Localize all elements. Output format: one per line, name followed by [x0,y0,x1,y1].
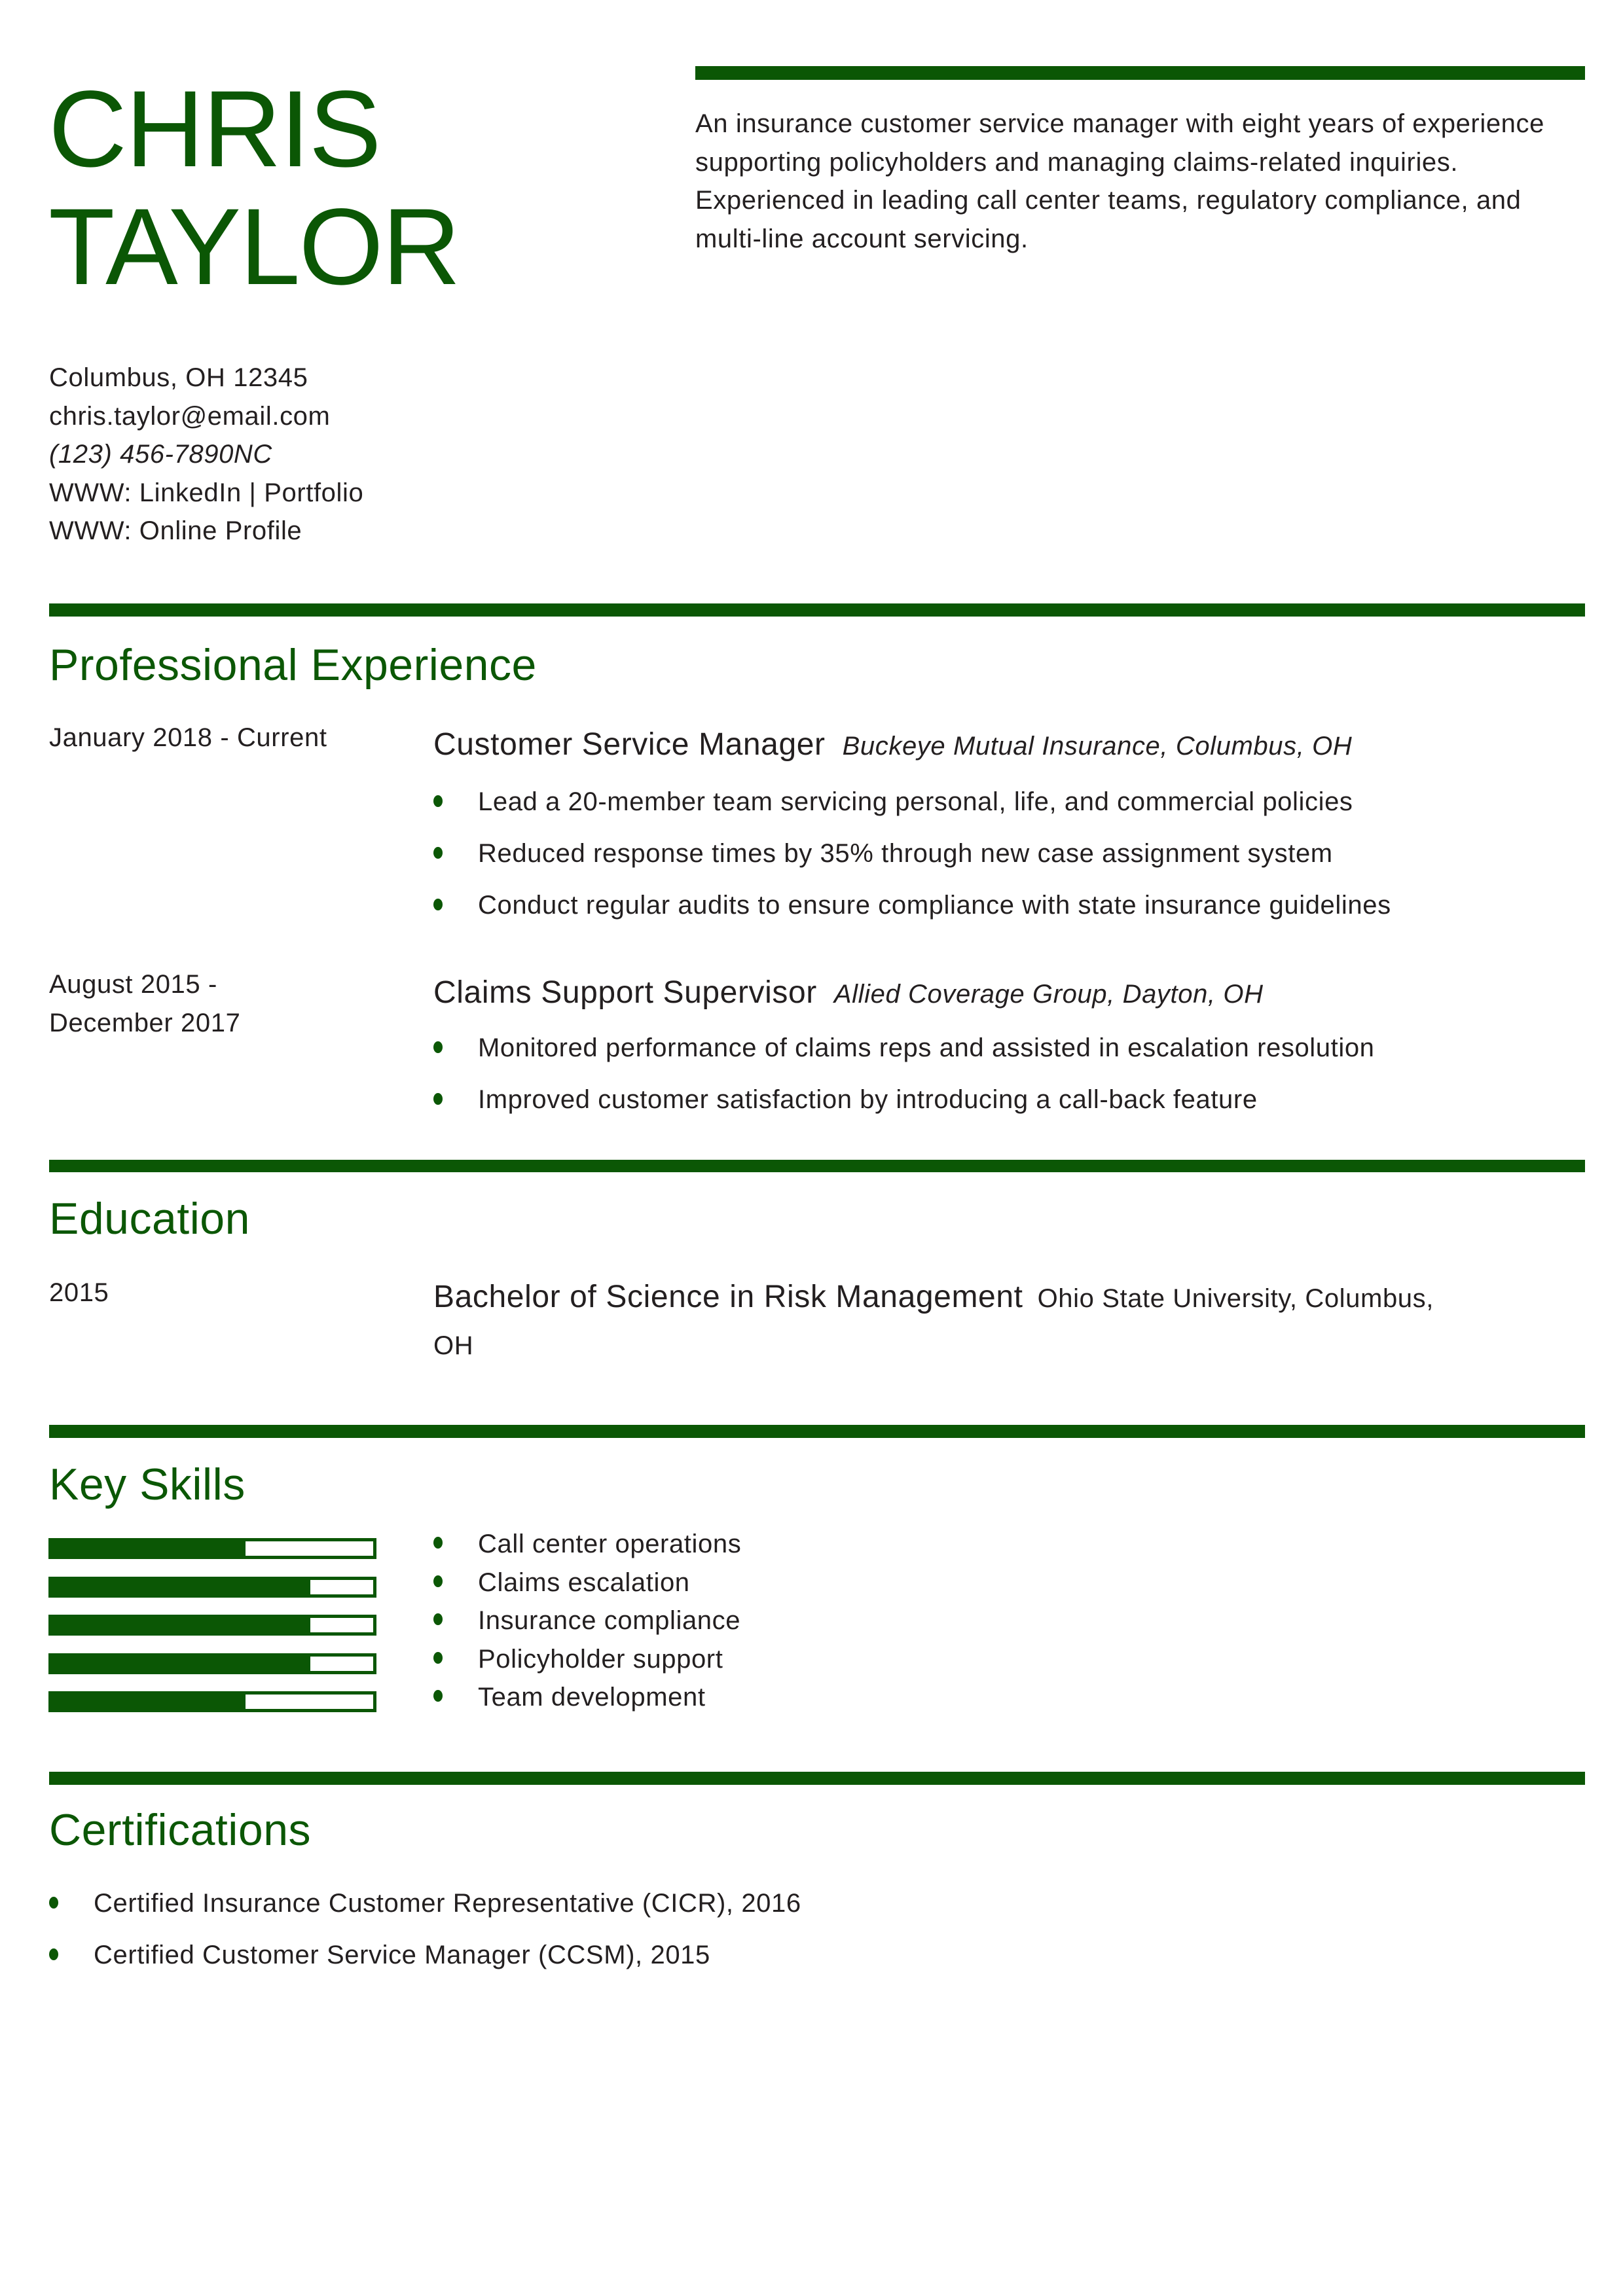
job-2-header [433,973,1264,1014]
contact-links-online-profile[interactable]: WWW: Online Profile [49,516,302,546]
list-item: Call center operations [433,1525,741,1564]
education-year: 2015 [49,1278,109,1307]
bullet-icon [433,1690,443,1702]
skill-level-bars [48,1538,376,1730]
list-item: Insurance compliance [433,1602,741,1640]
bullet-icon [49,1948,58,1960]
bullet-icon [433,1537,443,1549]
bullet-icon [433,899,443,910]
job-2-company: Allied Coverage Group, Dayton, OH [833,980,1264,1009]
contact-email[interactable]: chris.taylor@email.com [49,401,331,431]
job-1-dates: January 2018 - Current [49,723,327,752]
profile-summary: An insurance customer service manager with eight years of experience supporting policyholders and managing claims-related inquiries. Experienced in leading call center teams, regulatory compliance, and multi-line account servicing. [695,109,1544,253]
skill-bar-insurance-compliance [48,1615,376,1636]
job-1-title: Customer Service Manager [433,727,826,762]
list-item: Certified Customer Service Manager (CCSM), 2015 [49,1935,801,1987]
job-2-bullets [433,1028,1375,1132]
section-divider-experience [49,603,1585,617]
list-item: Certified Insurance Customer Representative (CICR), 2016 [49,1884,801,1935]
first-name: CHRIS [48,69,380,190]
skill-bar-policyholder-support [48,1653,376,1674]
list-item: Improved customer satisfaction by introducing a call-back feature [433,1080,1375,1132]
contact-info [49,359,363,550]
section-heading-education: Education [49,1194,250,1244]
job-2-title: Claims Support Supervisor [433,975,817,1010]
section-divider-education [49,1160,1585,1172]
bullet-icon [433,1041,443,1053]
section-heading-skills: Key Skills [49,1460,246,1509]
list-item: Lead a 20-member team servicing personal, life, and commercial policies [433,782,1391,834]
section-heading-experience: Professional Experience [49,640,537,690]
list-item: Reduced response times by 35% through new case assignment system [433,834,1391,886]
education-school: Ohio State University, Columbus, OH [433,1284,1434,1360]
job-1-company: Buckeye Mutual Insurance, Columbus, OH [842,732,1353,761]
skill-bar-call-center [48,1538,376,1559]
bullet-icon [49,1897,58,1909]
bullet-icon [433,1652,443,1664]
job-1-header [433,725,1352,766]
section-heading-certifications: Certifications [49,1805,312,1855]
bullet-icon [433,1093,443,1105]
contact-links-linkedin-portfolio[interactable]: WWW: LinkedIn | Portfolio [49,478,364,507]
education-entry [433,1274,1468,1369]
job-2-dates: August 2015 - December 2017 [49,970,241,1037]
contact-phone: (123) 456-7890NC [49,440,272,469]
last-name: TAYLOR [48,187,460,308]
skill-bar-team-development [48,1691,376,1712]
job-1-bullets [433,782,1391,937]
skills-list [433,1525,741,1717]
bullet-icon [433,1613,443,1625]
list-item: Team development [433,1678,741,1717]
bullet-icon [433,1575,443,1587]
list-item: Monitored performance of claims reps and assisted in escalation resolution [433,1028,1375,1080]
header-accent-bar [695,66,1585,80]
section-divider-certifications [49,1772,1585,1785]
skill-bar-claims-escalation [48,1577,376,1598]
contact-location: Columbus, OH 12345 [49,363,308,392]
section-divider-skills [49,1425,1585,1438]
list-item: Conduct regular audits to ensure compliance with state insurance guidelines [433,886,1391,937]
bullet-icon [433,795,443,807]
education-degree: Bachelor of Science in Risk Management [433,1280,1023,1314]
bullet-icon [433,847,443,859]
list-item: Claims escalation [433,1564,741,1602]
list-item: Policyholder support [433,1640,741,1679]
certifications-list [49,1884,801,1987]
